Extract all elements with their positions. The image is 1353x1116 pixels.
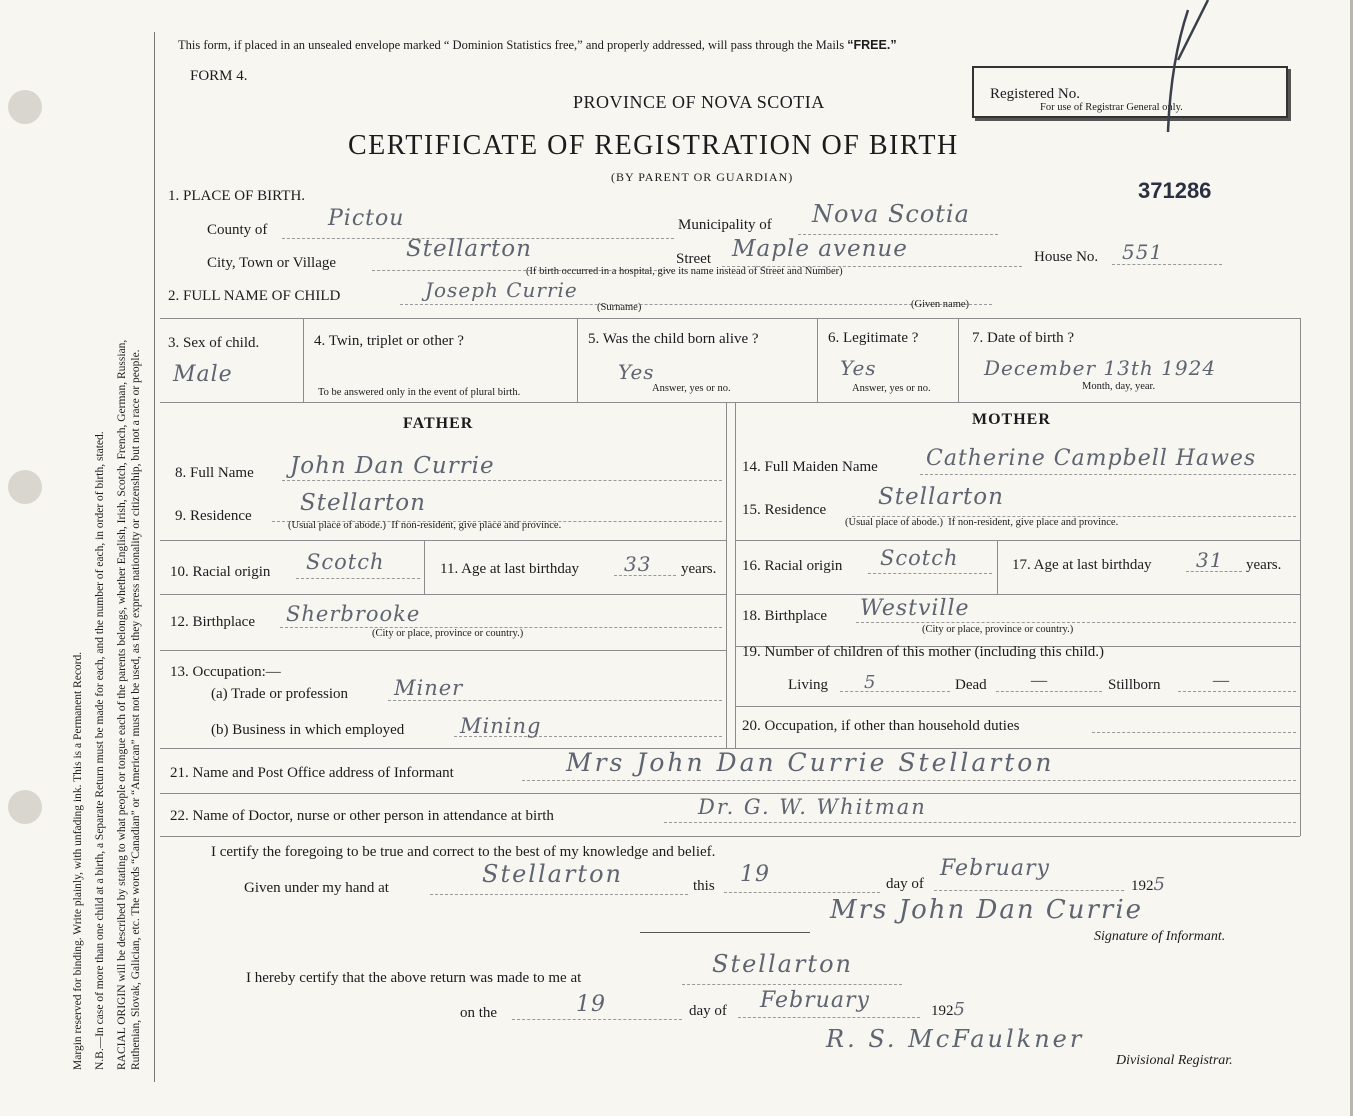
mother-name-label: 14. Full Maiden Name bbox=[742, 459, 878, 475]
city-value: Stellarton bbox=[406, 236, 532, 262]
twin-label: 4. Twin, triplet or other ? bbox=[314, 333, 464, 349]
pen-checkmark bbox=[1148, 0, 1228, 140]
date-of-birth-note: Month, day, year. bbox=[1082, 381, 1156, 392]
punch-hole bbox=[8, 90, 42, 124]
given-day-value: 19 bbox=[740, 862, 770, 887]
registrar-day-value: 19 bbox=[576, 992, 606, 1017]
legitimate-label: 6. Legitimate ? bbox=[828, 330, 919, 346]
living-label: Living bbox=[788, 677, 828, 693]
legitimate-value: Yes bbox=[840, 356, 877, 380]
doctor-label: 22. Name of Doctor, nurse or other person in attendance at birth bbox=[170, 808, 554, 824]
father-birthplace-value: Sherbrooke bbox=[286, 602, 421, 626]
margin-notes bbox=[72, 40, 152, 1080]
mother-age-value: 31 bbox=[1196, 548, 1224, 572]
margin-note-racial-origin: RACIAL ORIGIN will be described by stating to what people or tongue each of the parents belongs, whether English, Irish, Scotch, French, German, Russian, bbox=[116, 339, 128, 1070]
father-heading: FATHER bbox=[403, 415, 474, 432]
mother-heading: MOTHER bbox=[972, 411, 1051, 428]
living-value: 5 bbox=[864, 672, 877, 693]
father-residence-value: Stellarton bbox=[300, 490, 426, 516]
father-occupation-label: 13. Occupation:— bbox=[170, 664, 281, 680]
father-business-value: Mining bbox=[460, 714, 542, 738]
mother-racial-label: 16. Racial origin bbox=[742, 558, 843, 574]
sex-value: Male bbox=[173, 362, 233, 387]
stillborn-label: Stillborn bbox=[1108, 677, 1161, 693]
house-no-value: 551 bbox=[1122, 240, 1164, 264]
street-value: Maple avenue bbox=[732, 236, 908, 262]
registered-number-box bbox=[972, 66, 1288, 118]
born-alive-value: Yes bbox=[618, 360, 655, 384]
mother-occupation-label: 20. Occupation, if other than household duties bbox=[742, 718, 1020, 734]
given-name-caption: (Given name) bbox=[911, 299, 970, 310]
dead-value: — bbox=[1030, 670, 1049, 691]
father-racial-value: Scotch bbox=[306, 550, 385, 574]
mother-racial-value: Scotch bbox=[880, 546, 959, 570]
child-name-value: Joseph Currie bbox=[425, 278, 578, 302]
dead-label: Dead bbox=[955, 677, 987, 693]
mail-notice: This form, if placed in an unsealed envelope marked “ Dominion Statistics free,” and properly addressed, will pass through the Mails “FREE.” bbox=[178, 38, 897, 52]
certification-statement: I certify the foregoing to be true and correct to the best of my knowledge and belief. bbox=[211, 844, 716, 860]
father-birthplace-note: (City or place, province or country.) bbox=[372, 628, 524, 639]
registered-no-label: Registered No. bbox=[990, 86, 1080, 102]
given-place-value: Stellarton bbox=[482, 860, 623, 888]
place-of-birth-label: 1. PLACE OF BIRTH. bbox=[168, 188, 306, 204]
mother-children-label: 19. Number of children of this mother (including this child.) bbox=[742, 644, 1105, 660]
registrar-place-value: Stellarton bbox=[712, 950, 853, 978]
legitimate-note: Answer, yes or no. bbox=[852, 383, 931, 394]
given-under-label: Given under my hand at bbox=[244, 880, 389, 896]
municipality-value: Nova Scotia bbox=[812, 200, 970, 228]
father-age-value: 33 bbox=[624, 552, 652, 576]
born-alive-note: Answer, yes or no. bbox=[652, 383, 731, 394]
registrar-statement: I hereby certify that the above return was made to me at bbox=[246, 970, 582, 986]
mother-birthplace-value: Westville bbox=[860, 596, 970, 621]
registrar-dayof-label: day of bbox=[689, 1003, 727, 1019]
margin-note-multiple-births: N.B.—In case of more than one child at a birth, a Separate Return must be made for each, and the number of each, in order of birth, stated. bbox=[94, 431, 106, 1070]
street-label: Street bbox=[676, 251, 711, 267]
city-label: City, Town or Village bbox=[207, 255, 337, 271]
mother-birthplace-label: 18. Birthplace bbox=[742, 608, 827, 624]
father-years-label: years. bbox=[681, 561, 717, 577]
this-label: this bbox=[693, 878, 715, 894]
margin-note-binding: Margin reserved for binding. Write plainly, with unfading ink. This is a Permanent Record. bbox=[72, 651, 84, 1070]
surname-caption: (Surname) bbox=[597, 302, 642, 313]
margin-note-racial-origin-cont: Ruthenian, Slovak, Galician, etc. The words “Canadian” or “American” must not be used, as they express nationality or citizenship, but not a race or people. bbox=[130, 349, 142, 1070]
municipality-label: Municipality of bbox=[678, 217, 772, 233]
father-trade-label: (a) Trade or profession bbox=[211, 686, 349, 702]
given-dayof-label: day of bbox=[886, 876, 924, 892]
on-the-label: on the bbox=[460, 1005, 498, 1021]
mother-residence-note: (Usual place of abode.) If non-resident, give place and province. bbox=[845, 517, 1119, 528]
county-value: Pictou bbox=[328, 206, 405, 231]
informant-signature-caption: Signature of Informant. bbox=[1094, 929, 1226, 944]
given-month-value: February bbox=[940, 856, 1050, 881]
mother-residence-value: Stellarton bbox=[878, 484, 1004, 510]
father-trade-value: Miner bbox=[394, 676, 464, 700]
date-of-birth-value: December 13th 1924 bbox=[984, 356, 1217, 380]
informant-value: Mrs John Dan Currie Stellarton bbox=[566, 748, 1055, 777]
county-label: County of bbox=[207, 222, 268, 238]
registrar-month-value: February bbox=[760, 988, 870, 1013]
father-racial-label: 10. Racial origin bbox=[170, 564, 271, 580]
mother-years-label: years. bbox=[1246, 557, 1282, 573]
certificate-number-stamp: 371286 bbox=[1138, 178, 1212, 203]
form-number: FORM 4. bbox=[190, 68, 248, 84]
divisional-registrar-caption: Divisional Registrar. bbox=[1116, 1053, 1233, 1068]
mother-age-label: 17. Age at last birthday bbox=[1012, 557, 1152, 573]
father-name-label: 8. Full Name bbox=[175, 465, 254, 481]
page-subtitle: (BY PARENT OR GUARDIAN) bbox=[611, 170, 794, 184]
given-year: 1925 bbox=[1131, 874, 1166, 895]
page-title: CERTIFICATE OF REGISTRATION OF BIRTH bbox=[348, 130, 959, 161]
punch-hole bbox=[8, 790, 42, 824]
date-of-birth-label: 7. Date of birth ? bbox=[972, 330, 1075, 346]
stillborn-value: — bbox=[1212, 670, 1231, 691]
registrar-signature: R. S. McFaulkner bbox=[826, 1025, 1085, 1053]
mother-name-value: Catherine Campbell Hawes bbox=[926, 446, 1257, 471]
father-name-value: John Dan Currie bbox=[290, 453, 495, 479]
born-alive-label: 5. Was the child born alive ? bbox=[588, 331, 759, 347]
informant-signature: Mrs John Dan Currie bbox=[830, 895, 1144, 925]
hospital-note: (If birth occurred in a hospital, give its name instead of Street and Number) bbox=[526, 266, 843, 277]
child-name-label: 2. FULL NAME OF CHILD bbox=[168, 288, 341, 304]
punch-hole bbox=[8, 470, 42, 504]
informant-label: 21. Name and Post Office address of Informant bbox=[170, 765, 454, 781]
father-business-label: (b) Business in which employed bbox=[211, 722, 405, 738]
registrar-year: 1925 bbox=[931, 999, 966, 1020]
mother-residence-label: 15. Residence bbox=[742, 502, 827, 518]
sex-label: 3. Sex of child. bbox=[168, 335, 260, 351]
twin-note: To be answered only in the event of plural birth. bbox=[318, 387, 521, 398]
father-age-label: 11. Age at last birthday bbox=[440, 561, 579, 577]
province-title: PROVINCE OF NOVA SCOTIA bbox=[573, 92, 825, 112]
father-residence-note: (Usual place of abode.) If non-resident, give place and province. bbox=[288, 520, 562, 531]
registrar-use-note: For use of Registrar General only. bbox=[1040, 102, 1183, 113]
father-birthplace-label: 12. Birthplace bbox=[170, 614, 255, 630]
house-no-label: House No. bbox=[1034, 249, 1099, 265]
father-residence-label: 9. Residence bbox=[175, 508, 252, 524]
mother-birthplace-note: (City or place, province or country.) bbox=[922, 624, 1074, 635]
doctor-value: Dr. G. W. Whitman bbox=[698, 795, 927, 819]
